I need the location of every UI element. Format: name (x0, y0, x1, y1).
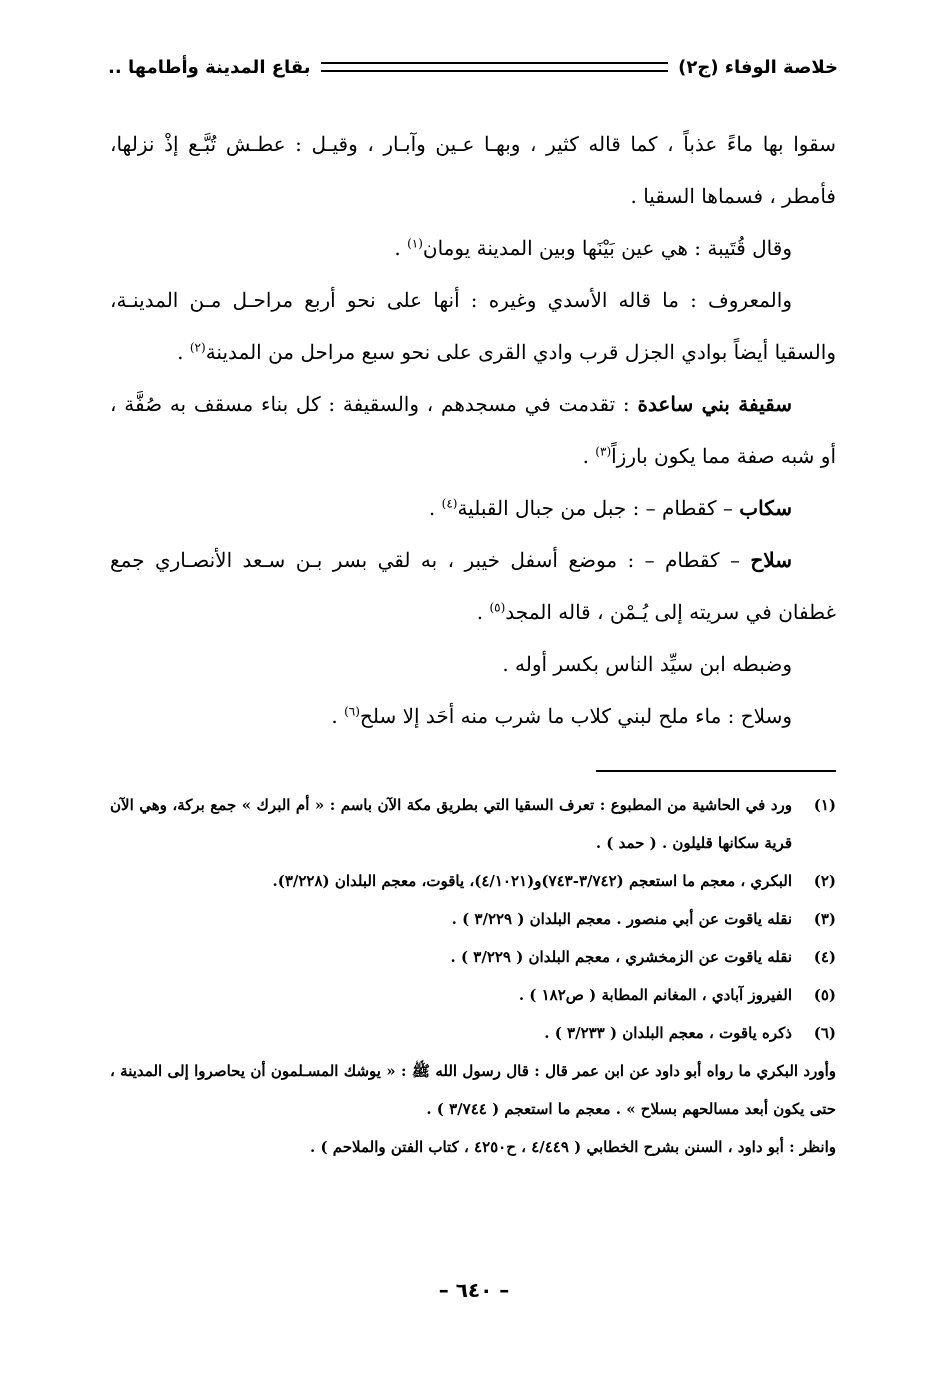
footnote-ref[interactable]: (٣) (595, 444, 612, 459)
paragraph-text: سقوا بها ماءً عذباً ، كما قاله كثير ، وبهـا عـين وآبـار ، وقيـل : عطـش تُبَّـع إذْ نزلها، فأمطر ، فسماها السقيا . (110, 132, 836, 208)
paragraph-text: – كقطام – : جبل من جبال القبلية (457, 496, 740, 520)
book-title: خلاصة الوفاء (ج٢) (678, 56, 838, 78)
footnote-ref[interactable]: (٦) (344, 704, 360, 719)
footnote-text: نقله ياقوت عن الزمخشري ، معجم البلدان ( ٣/٢٢٩ ) . (450, 948, 792, 966)
footnote-number: (٥) (813, 986, 836, 1004)
footnote (110, 976, 836, 1014)
entry-term: سقيفة بني ساعدة (637, 392, 792, 416)
paragraph (110, 690, 836, 742)
footnote (110, 938, 836, 976)
paragraph-text: وضبطه ابن سيِّد الناس بكسر أوله . (502, 652, 792, 676)
paragraph-text: وسلاح : ماء ملح لبني كلاب ما شرب منه أحَد إلا سلح (359, 704, 792, 728)
chapter-title: بقاع المدينة وأطامها .. (108, 56, 311, 78)
footnote-ref[interactable]: (١) (407, 236, 423, 251)
footnote (110, 900, 836, 938)
entry-term: سكاب (739, 496, 792, 520)
paragraph-text: والمعروف : ما قاله الأسدي وغيره : أنها على نحو أربع مراحـل مـن المدينـة، والسقيا أيضاً بوادي الجزل قرب وادي القرى على نحو سبع مراحل من المدينة (110, 288, 836, 364)
footnote-ref[interactable]: (٥) (489, 600, 506, 615)
paragraph (110, 482, 836, 534)
running-header (108, 50, 838, 84)
paragraph-tail: . (428, 496, 442, 520)
paragraph-tail: . (177, 340, 190, 364)
paragraph-tail: . (394, 236, 408, 260)
paragraph-text: – كقطام – : موضع أسفل خيبر ، به لقي بسر بـن سـعد الأنصـاري جمع غطفان في سريته إلى يُـمْن ، قاله المجد (110, 548, 836, 624)
footnotes (110, 786, 836, 1166)
paragraph (110, 534, 836, 638)
paragraph-text: : تقدمت في مسجدهم ، والسقيفة : كل بناء مسقف به صُفَّة ، أو شبه صفة مما يكون بارزاً (110, 392, 836, 468)
footnote-separator (596, 770, 836, 772)
paragraph (110, 378, 836, 482)
paragraph-tail: . (582, 444, 596, 468)
footnote-text: الفيروز آبادي ، المغانم المطابة ( ص١٨٢ ) . (518, 986, 792, 1004)
footnote-continuation: وانظر : أبو داود ، السنن بشرح الخطابي ( ٤/٤٤٩ ، ح٤٢٥٠ ، كتاب الفتن والملاحم ) . (310, 1138, 836, 1156)
paragraph (110, 118, 836, 222)
footnote-number: (٣) (813, 910, 836, 928)
footnote-text: البكري ، معجم ما استعجم (٣/٧٤٢-٧٤٣)و(٤/١٠٢١)، ياقوت، معجم البلدان (٣/٢٢٨). (272, 872, 792, 890)
footnote-number: (٢) (813, 872, 836, 890)
footnote (110, 1014, 836, 1052)
footnote-number: (٤) (813, 948, 836, 966)
paragraph-text: وقال قُتَيبة : هي عين بَيْنَها وبين المدينة يومان (422, 236, 792, 260)
footnote-ref[interactable]: (٢) (189, 340, 206, 355)
footnote-ref[interactable]: (٤) (441, 496, 458, 511)
page-number: – ٦٤٠ – (438, 1278, 510, 1302)
footnote-number: (١) (813, 796, 836, 814)
main-text (110, 118, 836, 742)
footnote-continuation: وأورد البكري ما رواه أبو داود عن ابن عمر قال : قال رسول الله ﷺ : « يوشك المسـلمون أن يحاصروا إلى المدينة ، حتى يكون أبعد مسالحهم بسلاح » . معجم ما استعجم ( ٣/٧٤٤ ) . (110, 1062, 836, 1118)
footnote-number: (٦) (813, 1024, 836, 1042)
footnote-text: ورد في الحاشية من المطبوع : تعرف السقيا التي بطريق مكة الآن باسم : « أم البرك » جمع بركة، وهي الآن قرية سكانها قليلون . ( حمد ) . (110, 796, 792, 852)
paragraph (110, 274, 836, 378)
footnote (110, 862, 836, 900)
paragraph-tail: . (331, 704, 345, 728)
paragraph (110, 222, 836, 274)
footnote-text: نقله ياقوت عن أبي منصور . معجم البلدان ( ٣/٢٢٩ ) . (451, 910, 792, 928)
header-rule (321, 62, 669, 72)
footnote (110, 786, 836, 862)
entry-term: سلاح (750, 548, 792, 572)
footnote-text: ذكره ياقوت ، معجم البلدان ( ٣/٢٣٣ ) . (544, 1024, 792, 1042)
paragraph (110, 638, 836, 690)
paragraph-tail: . (476, 600, 490, 624)
